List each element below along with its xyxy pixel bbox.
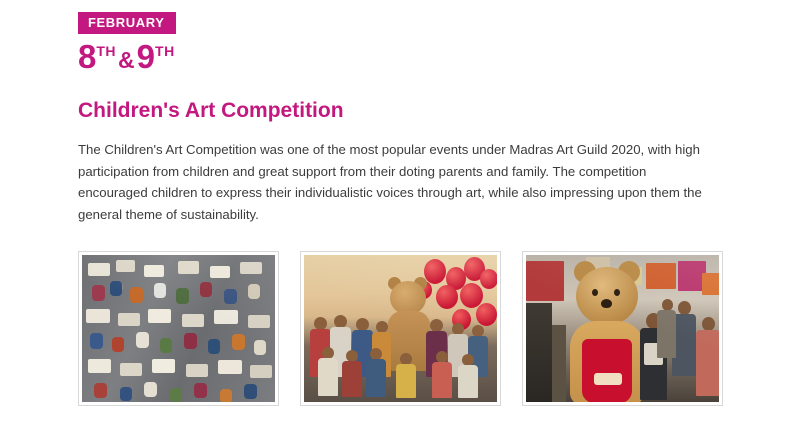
day-first-suffix: TH [96,43,117,60]
event-date-block [78,12,723,76]
section-paragraph: The Children's Art Competition was one of the most popular events under Madras Art Guild 2020, with high participation from children and great support from their doting parents and family. The competition encouraged children to express their individualistic voices through art, while also impressing upon them the general theme of sustainability. [78,142,702,222]
day-first: 8 [78,38,97,76]
gallery-photo-2[interactable] [300,251,501,406]
day-second-suffix: TH [155,43,175,60]
day-second: 9 [136,38,156,76]
photo-gallery [78,251,723,406]
content-column [78,12,723,406]
photo-3-image [526,255,719,402]
gallery-photo-3[interactable] [522,251,723,406]
month-badge: FEBRUARY [78,12,176,34]
day-line [78,38,723,76]
page-title: Children's Art Competition [78,99,344,123]
gallery-photo-1[interactable] [78,251,279,406]
date-ampersand: & [118,47,135,74]
photo-2-image [304,255,497,402]
photo-1-image [82,255,275,402]
